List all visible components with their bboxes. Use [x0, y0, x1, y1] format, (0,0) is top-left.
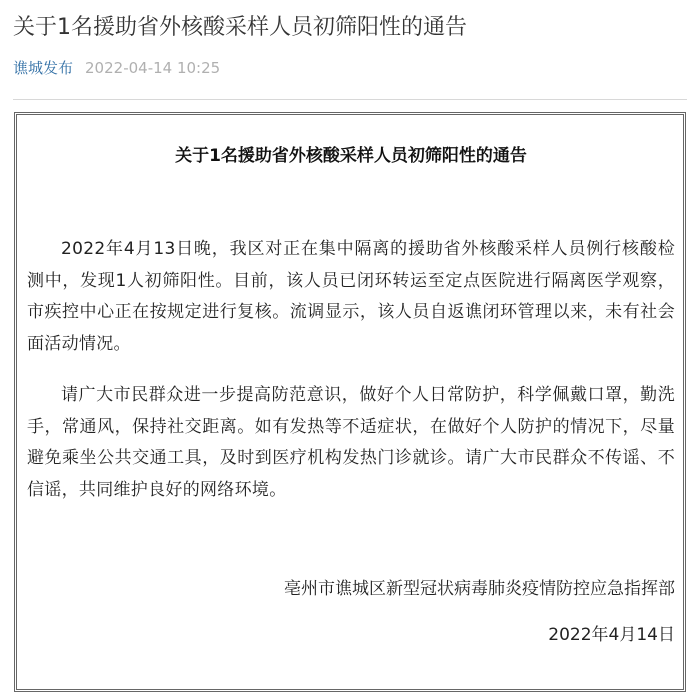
notice-frame — [14, 112, 686, 692]
notice-date: 2022年4月14日 — [548, 625, 675, 645]
page-title: 关于1名援助省外核酸采样人员初筛阳性的通告 — [13, 15, 467, 40]
notice-title: 关于1名援助省外核酸采样人员初筛阳性的通告 — [175, 146, 527, 166]
notice-paragraph: 2022年4月13日晚，我区对正在集中隔离的援助省外核酸采样人员例行核酸检测中，发现1人初筛阳性。目前，该人员已闭环转运至定点医院进行隔离医学观察，市疾控中心正在按规定进行复核。流调显示，该人员自返谯闭环管理以来，未有社会面活动情况。 — [27, 239, 675, 354]
header-divider — [13, 99, 687, 100]
publish-time: 2022-04-14 10:25 — [85, 59, 221, 77]
notice-paragraph: 请广大市民群众进一步提高防范意识，做好个人日常防护，科学佩戴口罩，勤洗手，常通风，保持社交距离。如有发热等不适症状，在做好个人防护的情况下，尽量避免乘坐公共交通工具，及时到医疗机构发热门诊就诊。请广大市民群众不传谣、不信谣，共同维护良好的网络环境。 — [27, 385, 675, 500]
article-meta — [13, 58, 220, 78]
notice-signature: 亳州市谯城区新型冠状病毒肺炎疫情防控应急指挥部 — [284, 579, 675, 599]
source-link[interactable]: 谯城发布 — [13, 59, 74, 77]
